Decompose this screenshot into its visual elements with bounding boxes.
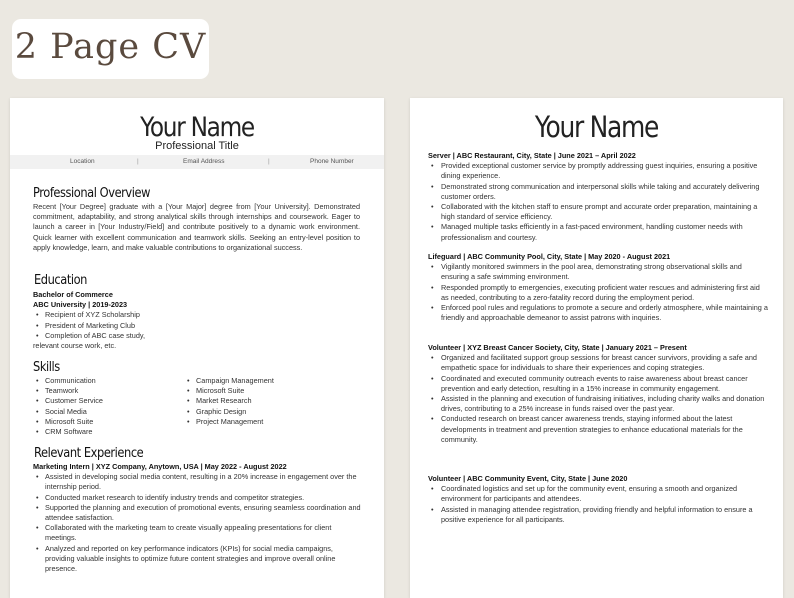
school: ABC University | 2019-2023 — [33, 300, 128, 310]
list-item: • Coordinated logistics and set up for the community event, ensuring a smooth and organized environment for participants and attendees. — [428, 484, 768, 504]
contact-separator: | — [268, 158, 270, 165]
list-item: • Coordinated and executed community outreach events to raise awareness about breast cancer prevention and early detection, resulting in a 15% increase in community engagement. — [428, 374, 768, 394]
education-block — [33, 290, 363, 351]
list-item: • Analyzed and reported on key performance indicators (KPIs) for social media campaigns, providing valuable insights to optimize future content strategies and improve overall online presence. — [33, 544, 363, 575]
list-item: • Organized and facilitated support group sessions for breast cancer survivors, providing a safe and empathetic space for individuals to share their experiences and coping strategies. — [428, 353, 768, 373]
list-item: • Project Management — [184, 417, 364, 427]
list-item: • Completion of ABC case study, — [33, 331, 363, 341]
list-item: • Responded promptly to emergencies, executing proficient water rescues and administering first aid as needed, contributing to a zero-fatality record during the employment period. — [428, 283, 768, 303]
cv-page-2 — [410, 98, 783, 598]
skills-list-left — [33, 376, 183, 437]
resume-name: Your Name — [140, 112, 254, 143]
list-item: • Communication — [33, 376, 183, 386]
contact-email: Email Address — [183, 158, 225, 165]
list-item: • Assisted in developing social media content, resulting in a 20% increase in engagement over the internship period. — [33, 472, 363, 492]
degree: Bachelor of Commerce — [33, 290, 113, 299]
contact-location: Location — [70, 158, 95, 165]
list-item: • Conducted market research to identify industry trends and competitor strategies. — [33, 493, 363, 503]
title-badge — [12, 19, 209, 79]
cv-page-1 — [10, 98, 384, 598]
list-item: • Managed multiple tasks efficiently in a fast-paced environment, handling customer needs with professionalism and courtesy. — [428, 222, 768, 242]
job-block — [428, 474, 768, 525]
list-item: • Campaign Management — [184, 376, 364, 386]
list-item: • Social Media — [33, 407, 183, 417]
list-item: • Enforced pool rules and regulations to promote a secure and orderly atmosphere, while maintaining a friendly and approachable demeanor to assist patrons with inquiries. — [428, 303, 768, 323]
job-title: Server | ABC Restaurant, City, State | June 2021 – April 2022 — [428, 151, 636, 160]
education-tail: relevant course work, etc. — [33, 341, 117, 351]
list-item: • Customer Service — [33, 396, 183, 406]
list-item: • Microsoft Suite — [33, 417, 183, 427]
contact-bar — [10, 155, 384, 169]
experience-heading: Relevant Experience — [34, 446, 144, 461]
education-list — [33, 310, 363, 341]
job-block — [428, 252, 768, 323]
list-item: • Demonstrated strong communication and interpersonal skills while taking and accurately delivering customer orders. — [428, 182, 768, 202]
list-item: • President of Marketing Club — [33, 321, 363, 331]
resume-name: Your Name — [534, 110, 659, 144]
list-item: • Microsoft Suite — [184, 386, 364, 396]
list-item: • Assisted in managing attendee registration, providing friendly and helpful information to ensure a positive experience for all participants. — [428, 505, 768, 525]
overview-text: Recent [Your Degree] graduate with a [Your Major] degree from [Your University]. Demonstrated commitment, adaptability, and strong analytical skills through internships and coursework. Eager to launch a career in [Your Industry/Field] and contribute positively to a dynamic work environment. Quick learner with excellent communication and teamwork skills. Seeking an entry-level position to apply knowledge, learn, and make valuable contributions to organizational success. — [33, 202, 360, 252]
contact-phone: Phone Number — [310, 158, 354, 165]
list-item: • Teamwork — [33, 386, 183, 396]
list-item: • CRM Software — [33, 427, 183, 437]
list-item: • Market Research — [184, 396, 364, 406]
list-item: • Recipient of XYZ Scholarship — [33, 310, 363, 320]
list-item: • Vigilantly monitored swimmers in the pool area, demonstrating strong observational skills and ensuring a safe swimming environment. — [428, 262, 768, 282]
list-item: • Assisted in the planning and execution of fundraising initiatives, including charity walks and donation drives, contributing to a 25% increase in funds raised over the past year. — [428, 394, 768, 414]
overview-heading: Professional Overview — [33, 186, 151, 201]
badge-text: 2 Page CV — [14, 27, 207, 67]
list-item: • Provided exceptional customer service by promptly addressing guest inquiries, ensuring a positive dining experience. — [428, 161, 768, 181]
list-item: • Collaborated with the marketing team to create visually appealing presentations for client meetings. — [33, 523, 363, 543]
job-bullets — [33, 472, 363, 574]
job-block — [428, 343, 768, 445]
experience-block — [33, 462, 363, 574]
contact-separator: | — [137, 158, 139, 165]
list-item: • Collaborated with the kitchen staff to ensure prompt and accurate order preparation, maintaining a high standard of service efficiency. — [428, 202, 768, 222]
job-title: Marketing Intern | XYZ Company, Anytown, USA | May 2022 - August 2022 — [33, 462, 287, 471]
list-item: • Supported the planning and execution of promotional events, ensuring seamless coordination and attendee satisfaction. — [33, 503, 363, 523]
job-title: Lifeguard | ABC Community Pool, City, State | May 2020 - August 2021 — [428, 252, 671, 261]
education-heading: Education — [34, 273, 88, 288]
skills-list-right — [184, 376, 364, 427]
list-item: • Graphic Design — [184, 407, 364, 417]
professional-title: Professional Title — [155, 140, 239, 152]
job-title: Volunteer | ABC Community Event, City, State | June 2020 — [428, 474, 628, 483]
skills-heading: Skills — [33, 360, 60, 375]
job-title: Volunteer | XYZ Breast Cancer Society, City, State | January 2021 – Present — [428, 343, 687, 352]
list-item: • Conducted research on breast cancer awareness trends, staying informed about the latest developments in treatment and prevention strategies to enhance educational materials for the community. — [428, 414, 768, 445]
job-block — [428, 151, 768, 243]
